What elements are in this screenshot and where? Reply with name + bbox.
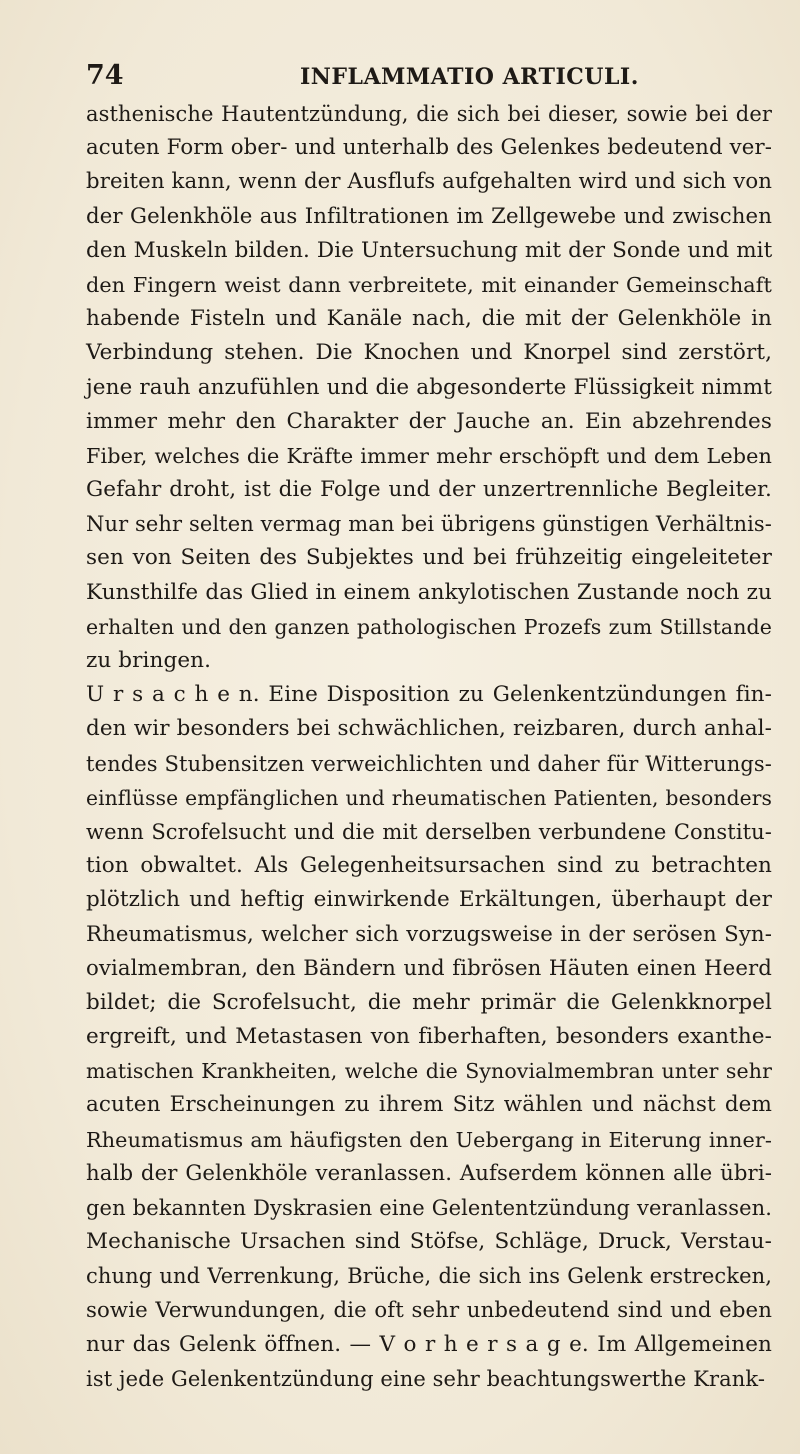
text-line: ergreift, und Metastasen von fiberhaften, besonders exanthe- <box>86 1024 772 1050</box>
running-title: INFLAMMATIO ARTICULI. <box>300 64 639 90</box>
page-header <box>86 60 726 94</box>
body-text <box>86 97 772 1396</box>
text-line: acuten Form ober- und unterhalb des Gelenkes bedeutend ver- <box>86 135 772 161</box>
page-number: 74 <box>86 60 124 91</box>
text-line: Gefahr droht, ist die Folge und der unzertrennliche Begleiter. <box>86 477 772 503</box>
text-line: tion obwaltet. Als Gelegenheitsursachen sind zu betrachten <box>86 853 772 879</box>
text-line: sen von Seiten des Subjektes und bei frühzeitig eingeleiteter <box>86 545 772 571</box>
text-line: Kunsthilfe das Glied in einem ankylotischen Zustande noch zu <box>86 579 772 605</box>
text-line: den Muskeln bilden. Die Untersuchung mit der Sonde und mit <box>86 237 773 263</box>
text-line: der Gelenkhöle aus Infiltrationen im Zellgewebe und zwischen <box>86 203 772 229</box>
text-line: plötzlich und heftig einwirkende Erkältungen, überhaupt der <box>86 887 772 913</box>
text-line: matischen Krankheiten, welche die Synovialmembran unter sehr <box>86 1059 772 1084</box>
text-line: den wir besonders bei schwächlichen, reizbaren, durch anhal- <box>86 716 772 742</box>
text-line: halb der Gelenkhöle veranlassen. Aufserdem können alle übri- <box>86 1160 772 1186</box>
text-line: jene rauh anzufühlen und die abgesonderte Flüssigkeit nimmt <box>86 374 772 400</box>
text-line: zu bringen. <box>86 648 212 673</box>
text-line: gen bekannten Dyskrasien eine Gelententzündung veranlassen. <box>86 1196 772 1220</box>
text-line: Rheumatismus am häufigsten den Uebergang in Eiterung inner- <box>86 1127 772 1152</box>
text-line: U r s a c h e n. Eine Disposition zu Gelenkentzündungen fin- <box>86 682 772 708</box>
text-line: den Fingern weist dann verbreitete, mit einander Gemeinschaft <box>86 272 772 297</box>
text-line: asthenische Hautentzündung, die sich bei dieser, sowie bei der <box>86 102 772 126</box>
text-line: wenn Scrofelsucht und die mit derselben verbundene Constitu- <box>86 819 772 844</box>
text-line: chung und Verrenkung, Brüche, die sich ins Gelenk erstrecken, <box>86 1264 772 1289</box>
text-line: immer mehr den Charakter der Jauche an. Ein abzehrendes <box>86 408 772 434</box>
text-line: habende Fisteln und Kanäle nach, die mit der Gelenkhöle in <box>86 306 772 332</box>
text-line: erhalten und den ganzen pathologischen Prozefs zum Stillstande <box>86 614 772 639</box>
text-line: acuten Erscheinungen zu ihrem Sitz wählen und nächst dem <box>86 1092 772 1118</box>
text-line: Mechanische Ursachen sind Stöfse, Schläge, Druck, Verstau- <box>86 1229 772 1255</box>
text-line: tendes Stubensitzen verweichlichten und daher für Witterungs- <box>86 751 772 776</box>
text-line: bildet; die Scrofelsucht, die mehr primär die Gelenkknorpel <box>86 989 772 1015</box>
text-line: Fiber, welches die Kräfte immer mehr erschöpft und dem Leben <box>86 443 772 468</box>
text-line: Rheumatismus, welcher sich vorzugsweise in der serösen Syn- <box>86 921 772 947</box>
text-line: sowie Verwundungen, die oft sehr unbedeutend sind und eben <box>86 1297 772 1323</box>
text-line: nur das Gelenk öffnen. — V o r h e r s a g e. Im Allgemeinen <box>86 1331 772 1357</box>
text-line: einflüsse empfänglichen und rheumatischen Patienten, besonders <box>86 785 772 810</box>
text-line: Nur sehr selten vermag man bei übrigens günstigen Verhältnis- <box>86 512 773 537</box>
text-line: ist jede Gelenkentzündung eine sehr beachtungswerthe Krank- <box>86 1366 766 1391</box>
text-line: ovialmembran, den Bändern und fibrösen Häuten einen Heerd <box>86 955 772 981</box>
text-line: breiten kann, wenn der Ausflufs aufgehalten wird und sich von <box>86 169 772 195</box>
text-line: Verbindung stehen. Die Knochen und Knorpel sind zerstört, <box>86 340 772 366</box>
